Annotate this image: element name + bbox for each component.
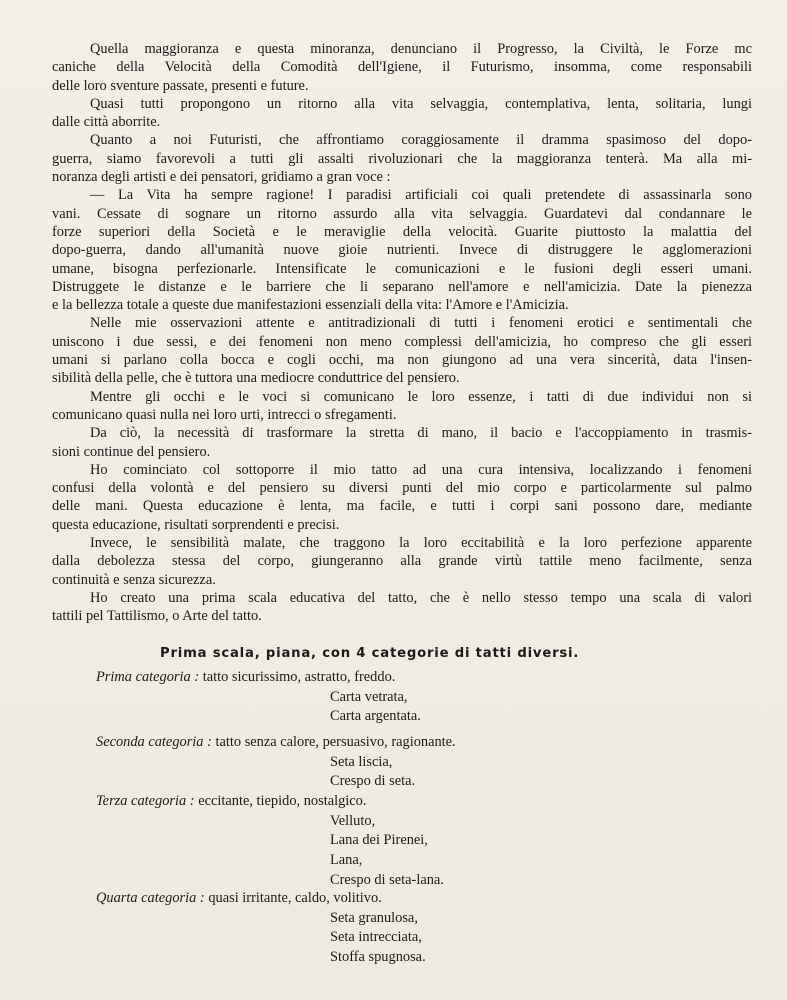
text-line: caniche della Velocità della Comodità dell'Igiene, il Futurismo, insomma, come responsabili bbox=[52, 59, 752, 76]
text-line: dopo-guerra, dando all'umanità nuove gioie nutrienti. Invece di distruggere le agglomerazioni bbox=[52, 242, 752, 259]
material-item: Seta intrecciata, bbox=[330, 929, 422, 946]
paragraph bbox=[52, 424, 752, 461]
paragraph bbox=[52, 314, 752, 387]
text-line: Da ciò, la necessità di trasformare la stretta di mano, il bacio e l'accoppiamento in trasmis- bbox=[90, 425, 752, 442]
paragraph bbox=[52, 40, 752, 95]
text-line: Quella maggioranza e questa minoranza, denunciano il Progresso, la Civiltà, le Forze mc bbox=[90, 41, 752, 57]
category-block bbox=[96, 668, 716, 727]
category-line bbox=[96, 792, 716, 812]
text-line: delle loro sventure passate, presenti e future. bbox=[52, 77, 309, 94]
category-line bbox=[96, 889, 716, 909]
text-line: noranza degli artisti e dei pensatori, gridiamo a gran voce : bbox=[52, 169, 391, 186]
category-block bbox=[96, 889, 716, 968]
text-line: Nelle mie osservazioni attente e antitradizionali di tutti i fenomeni erotici e sentimentali che bbox=[90, 315, 752, 332]
text-line: tattili pel Tattilismo, o Arte del tatto. bbox=[52, 608, 262, 625]
text-line: e la bellezza totale a queste due manifestazioni essenziali della vita: l'Amore e l'Amicizia. bbox=[52, 297, 569, 314]
paragraph bbox=[52, 131, 752, 186]
text-line: sibilità della pelle, che è tuttora una mediocre conduttrice del pensiero. bbox=[52, 370, 460, 387]
text-line: dalla debolezza stessa del corpo, giungeranno alla grande virtù tattile meno facilmente, senza bbox=[52, 553, 752, 570]
paragraph bbox=[52, 589, 752, 626]
category-description: quasi irritante, caldo, volitivo. bbox=[208, 890, 382, 906]
category-description: tatto sicurissimo, astratto, freddo. bbox=[202, 669, 396, 685]
text-line: uniscono i due sessi, e dei fenomeni non meno complessi dell'amicizia, ho compreso che gli esseri bbox=[52, 333, 752, 350]
text-line: umani si parlano colla bocca e cogli occhi, ma non giungono ad una vera sincerità, data l'insen- bbox=[52, 352, 752, 369]
category-description: tatto senza calore, persuasivo, ragionante. bbox=[215, 734, 456, 750]
category-name: Terza categoria : bbox=[96, 793, 195, 809]
text-line: vani. Cessate di sognare un ritorno assurdo alla vita selvaggia. Guardatevi dal condannare le bbox=[52, 205, 752, 222]
material-item: Stoffa spugnosa. bbox=[330, 949, 426, 966]
category-line bbox=[96, 668, 716, 688]
text-line: delle mani. Questa educazione è lenta, ma facile, e tutti i corpi sani possono dare, mediante bbox=[52, 498, 752, 515]
paragraph bbox=[52, 534, 752, 589]
text-line: dalle città aborrite. bbox=[52, 114, 161, 131]
material-item: Carta argentata. bbox=[330, 708, 421, 725]
category-block bbox=[96, 733, 716, 792]
paragraph bbox=[52, 461, 752, 534]
material-item: Carta vetrata, bbox=[330, 688, 408, 705]
material-item: Seta liscia, bbox=[330, 753, 393, 770]
category-line bbox=[96, 733, 716, 753]
text-line: — La Vita ha sempre ragione! I paradisi artificiali coi quali pretendete di assassinarla sono bbox=[90, 187, 752, 204]
paragraph bbox=[52, 95, 752, 132]
text-line: guerra, siamo favorevoli a tutti gli assalti rivoluzionari che la maggioranza tenterà. Ma alla mi- bbox=[52, 150, 752, 167]
text-line: Quanto a noi Futuristi, che affrontiamo coraggiosamente il dramma spasimoso del dopo- bbox=[90, 132, 752, 149]
text-line: questa educazione, risultati sorprendenti e precisi. bbox=[52, 516, 340, 533]
material-item: Seta granulosa, bbox=[330, 909, 418, 926]
material-item: Lana, bbox=[330, 852, 363, 869]
text-line: Ho cominciato col sottoporre il mio tatto ad una cura intensiva, localizzando i fenomeni bbox=[90, 461, 752, 478]
text-line: umane, bisogna perfezionarle. Intensificate le comunicazioni e le fusioni degli esseri umani. bbox=[52, 260, 752, 277]
category-name: Quarta categoria : bbox=[96, 890, 205, 906]
material-item: Crespo di seta-lana. bbox=[330, 871, 444, 888]
text-line: Quasi tutti propongono un ritorno alla vita selvaggia, contemplativa, lenta, solitaria, lungi bbox=[90, 95, 752, 112]
text-line: Mentre gli occhi e le voci si comunicano le loro essenze, i tatti di due individui non si bbox=[90, 388, 752, 405]
category-name: Prima categoria : bbox=[96, 669, 200, 685]
text-line: Ho creato una prima scala educativa del tatto, che è nello stesso tempo una scala di valori bbox=[90, 589, 752, 606]
material-item: Velluto, bbox=[330, 812, 376, 829]
material-item: Lana dei Pirenei, bbox=[330, 832, 428, 849]
text-line: continuità e senza sicurezza. bbox=[52, 571, 216, 588]
manifesto-body bbox=[52, 40, 752, 626]
text-line: Invece, le sensibilità malate, che traggono la loro eccitabilità e la loro perfezione apparente bbox=[90, 535, 752, 552]
text-line: forze superiori della Società e le meraviglie della velocità. Guarite piuttosto la malattia del bbox=[52, 223, 752, 240]
category-name: Seconda categoria : bbox=[96, 734, 212, 750]
paragraph bbox=[52, 388, 752, 425]
text-line: sioni continue del pensiero. bbox=[52, 443, 211, 460]
category-block bbox=[96, 792, 716, 890]
text-line: confusi della volontà e del pensiero su diversi punti del mio corpo e particolarmente sul palmo bbox=[52, 480, 752, 497]
paragraph bbox=[52, 186, 752, 314]
category-description: eccitante, tiepido, nostalgico. bbox=[198, 793, 367, 809]
text-line: Distruggete le distanze e le barriere che li separano nell'amore e nell'amicizia. Date la pienezza bbox=[52, 278, 752, 295]
scale-heading: Prima scala, piana, con 4 categorie di tatti diversi. bbox=[160, 646, 580, 661]
text-line: comunicano quasi nulla nei loro urti, intrecci o sfregamenti. bbox=[52, 406, 397, 423]
material-item: Crespo di seta. bbox=[330, 773, 416, 790]
